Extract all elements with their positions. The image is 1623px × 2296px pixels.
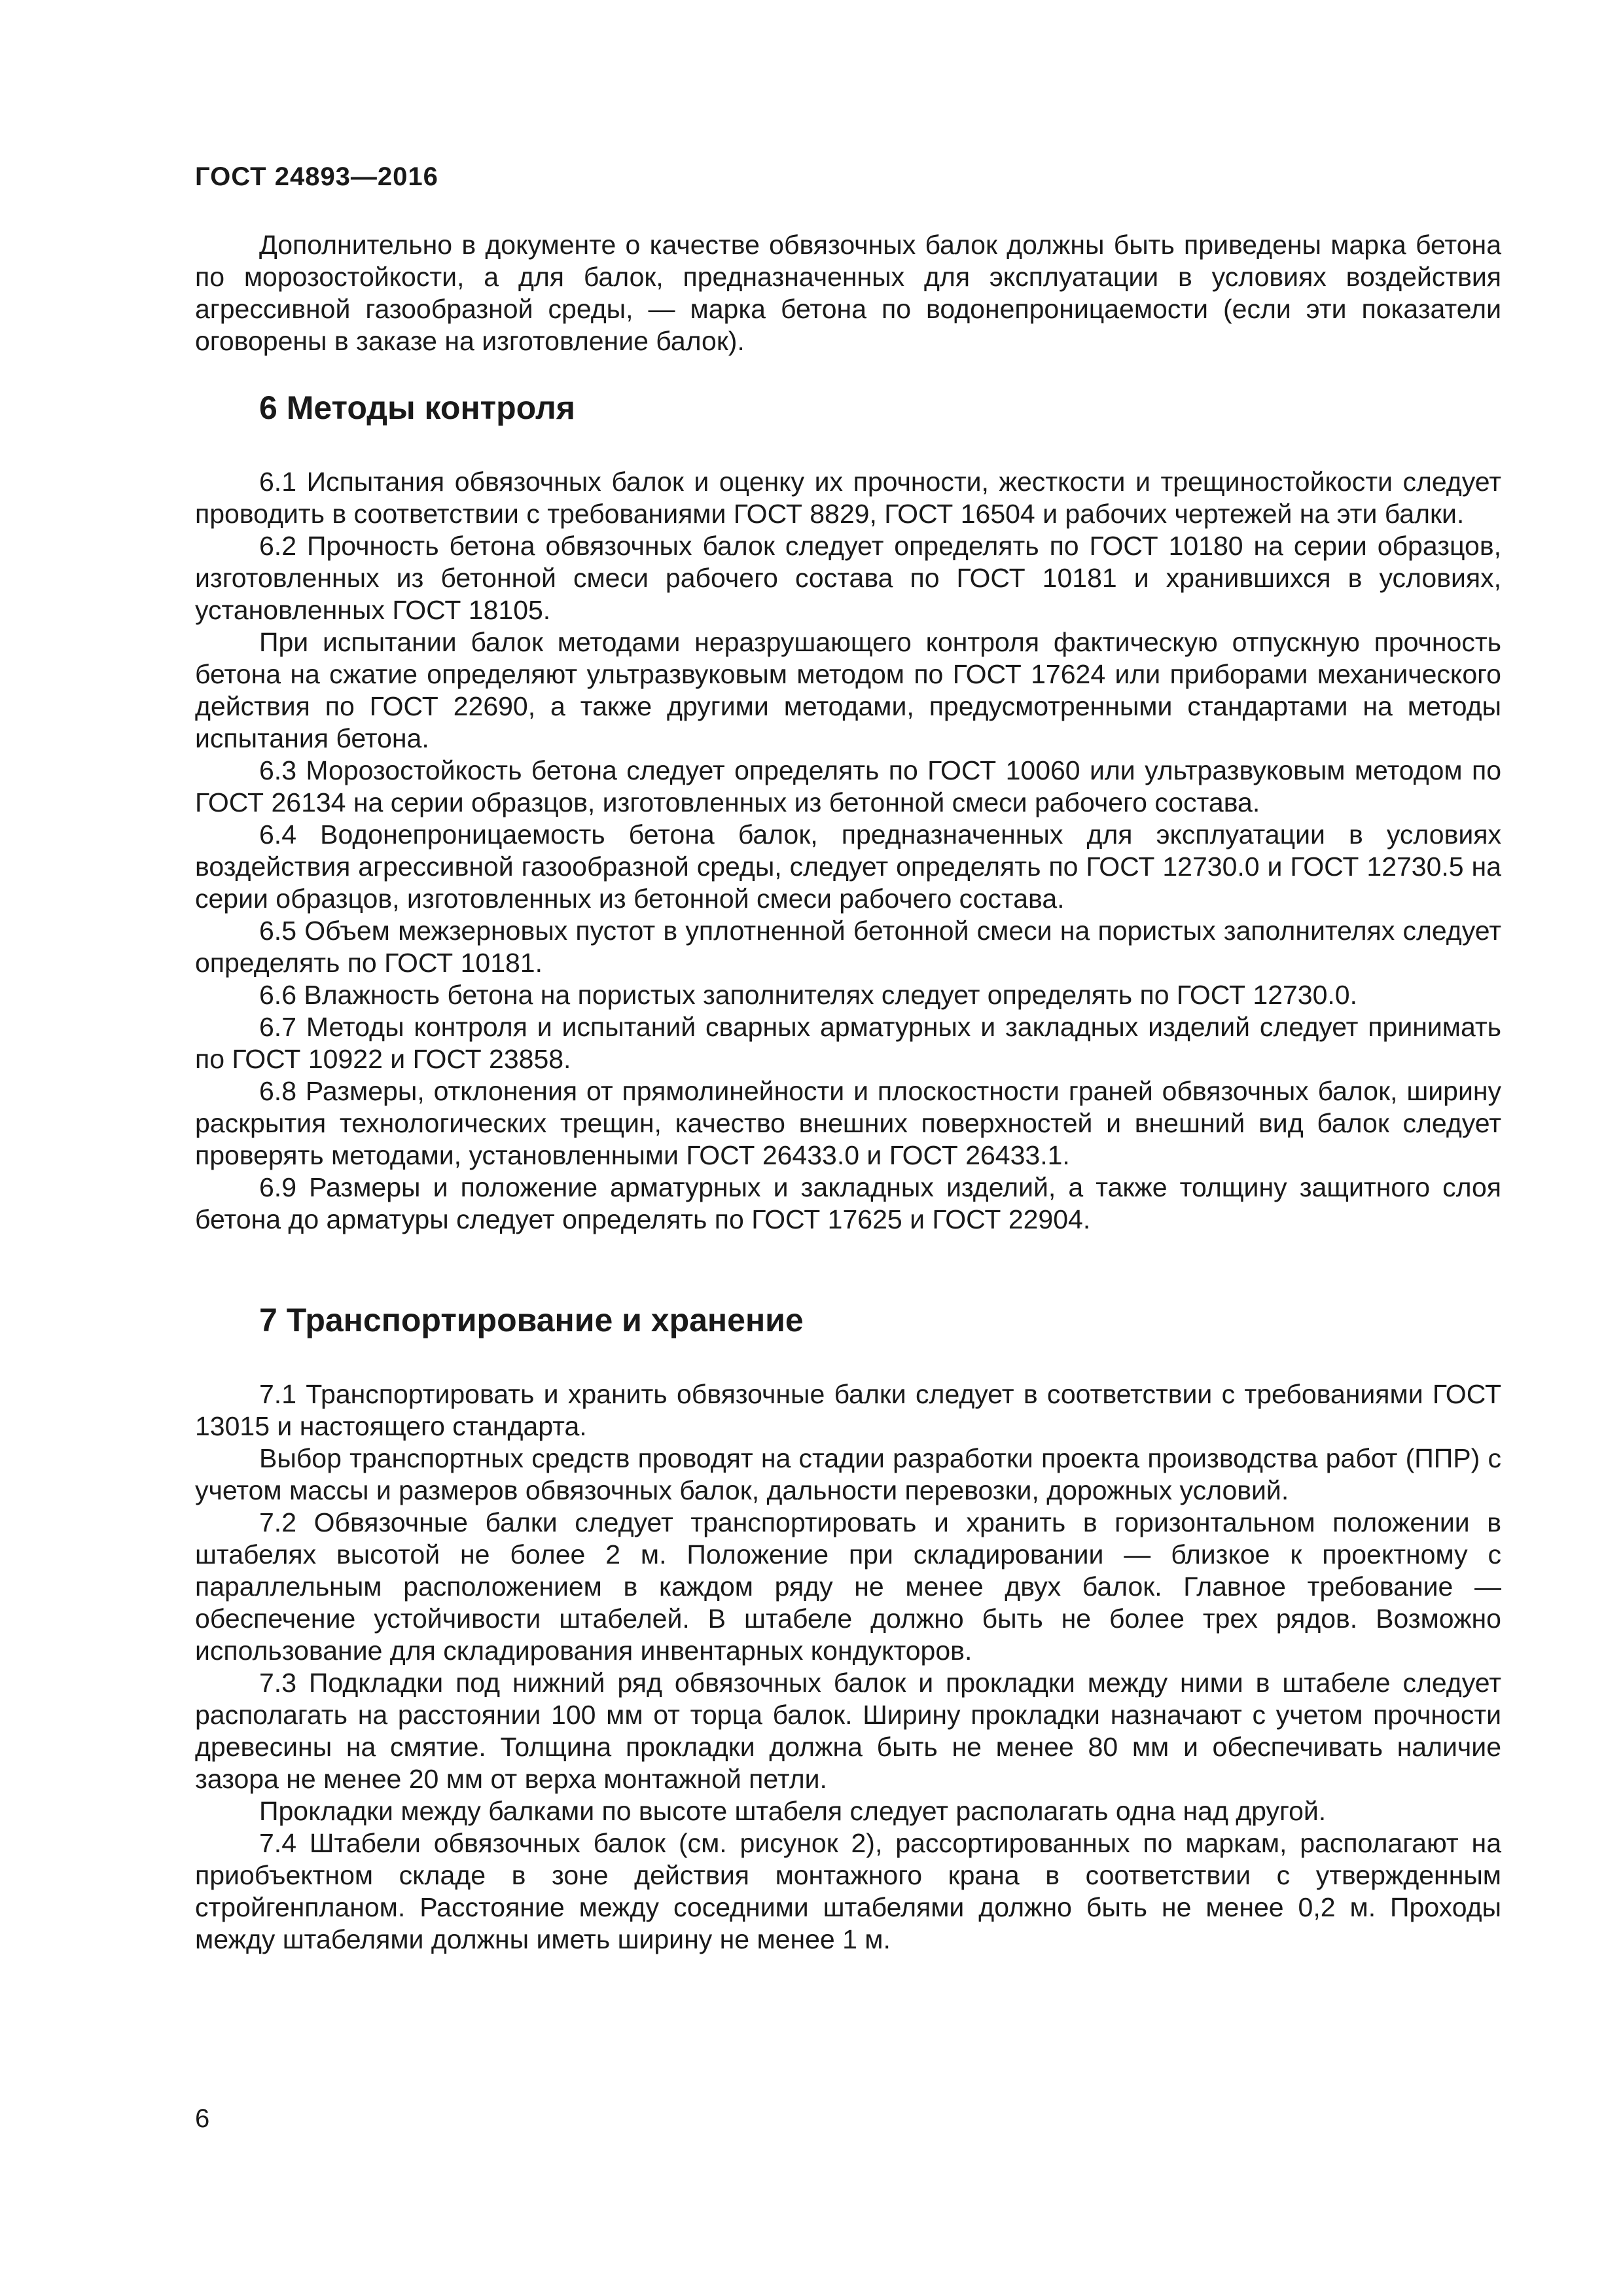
paragraph-7-4: 7.4 Штабели обвязочных балок (см. рисунок 2), рассортированных по маркам, располагают на приобъектном складе в зоне действия монтажного крана в соответствии с утвержденным стройгенпланом. Расстояние между соседними штабелями должно быть не менее 0,2 м. Проходы между штабелями должны иметь ширину не менее 1 м.: [195, 1828, 1501, 1954]
paragraph-6-8: 6.8 Размеры, отклонения от прямолинейности и плоскостности граней обвязочных балок, ширину раскрытия технологических трещин, качество внешних поверхностей и внешний вид балок следует проверять методами, установленными ГОСТ 26433.0 и ГОСТ 26433.1.: [195, 1076, 1501, 1170]
section-6-title: 6 Методы контроля: [259, 389, 575, 426]
document-header: ГОСТ 24893—2016: [195, 162, 438, 191]
paragraph-6-9: 6.9 Размеры и положение арматурных и закладных изделий, а также толщину защитного слоя бетона до арматуры следует определять по ГОСТ 17625 и ГОСТ 22904.: [195, 1172, 1501, 1234]
paragraph-6-3: 6.3 Морозостойкость бетона следует определять по ГОСТ 10060 или ультразвуковым методом по ГОСТ 26134 на серии образцов, изготовленных из бетонной смеси рабочего состава.: [195, 755, 1501, 817]
section-7-title: 7 Транспортирование и хранение: [259, 1302, 804, 1338]
paragraph-7-1: 7.1 Транспортировать и хранить обвязочные балки следует в соответствии с требованиями ГОСТ 13015 и настоящего стандарта.: [195, 1379, 1501, 1441]
paragraph-6-2-cont: При испытании балок методами неразрушающего контроля фактическую отпускную прочность бетона на сжатие определяют ультразвуковым методом по ГОСТ 17624 или приборами механического действия по ГОСТ 22690, а также другими методами, предусмотренными стандартами на методы испытания бетона.: [195, 627, 1501, 753]
paragraph-7-2: 7.2 Обвязочные балки следует транспортировать и хранить в горизонтальном положении в штабелях высотой не более 2 м. Положение при складировании — близкое к проектному с параллельным расположением в каждом ряду не менее двух балок. Главное требование — обеспечение устойчивости штабелей. В штабеле должно быть не более трех рядов. Возможно использование для складирования инвентарных кондукторов.: [195, 1507, 1501, 1666]
paragraph-6-6: 6.6 Влажность бетона на пористых заполнителях следует определять по ГОСТ 12730.0.: [259, 980, 1357, 1010]
paragraph-7-3: 7.3 Подкладки под нижний ряд обвязочных балок и прокладки между ними в штабеле следует располагать на расстоянии 100 мм от торца балок. Ширину прокладки назначают с учетом прочности древесины на смятие. Толщина прокладки должна быть не менее 80 мм и обеспечивать наличие зазора не менее 20 мм от верха монтажной петли.: [195, 1668, 1501, 1794]
document-body: [195, 229, 1501, 1956]
paragraph-6-7: 6.7 Методы контроля и испытаний сварных арматурных и закладных изделий следует принимать по ГОСТ 10922 и ГОСТ 23858.: [195, 1012, 1501, 1074]
page-number: 6: [195, 2104, 210, 2133]
paragraph-6-5: 6.5 Объем межзерновых пустот в уплотненной бетонной смеси на пористых заполнителях следует определять по ГОСТ 10181.: [195, 916, 1501, 978]
paragraph-6-4: 6.4 Водонепроницаемость бетона балок, предназначенных для эксплуатации в условиях воздействия агрессивной газообразной среды, следует определять по ГОСТ 12730.0 и ГОСТ 12730.5 на серии образцов, изготовленных из бетонной смеси рабочего состава.: [195, 819, 1501, 914]
paragraph-7-1-cont: Выбор транспортных средств проводят на стадии разработки проекта производства работ (ППР) с учетом массы и размеров обвязочных балок, дальности перевозки, дорожных условий.: [195, 1443, 1501, 1505]
paragraph-6-2: 6.2 Прочность бетона обвязочных балок следует определять по ГОСТ 10180 на серии образцов, изготовленных из бетонной смеси рабочего состава по ГОСТ 10181 и хранившихся в условиях, установленных ГОСТ 18105.: [195, 531, 1501, 625]
paragraph-6-1: 6.1 Испытания обвязочных балок и оценку их прочности, жесткости и трещиностойкости следует проводить в соответствии с требованиями ГОСТ 8829, ГОСТ 16504 и рабочих чертежей на эти балки.: [195, 467, 1501, 529]
intro-paragraph: Дополнительно в документе о качестве обвязочных балок должны быть приведены марка бетона по морозостойкости, а для балок, предназначенных для эксплуатации в условиях воздействия агрессивной газообразной среды, — марка бетона по водонепроницаемости (если эти показатели оговорены в заказе на изготовление балок).: [195, 230, 1501, 356]
paragraph-7-3-cont: Прокладки между балками по высоте штабеля следует располагать одна над другой.: [259, 1796, 1327, 1826]
